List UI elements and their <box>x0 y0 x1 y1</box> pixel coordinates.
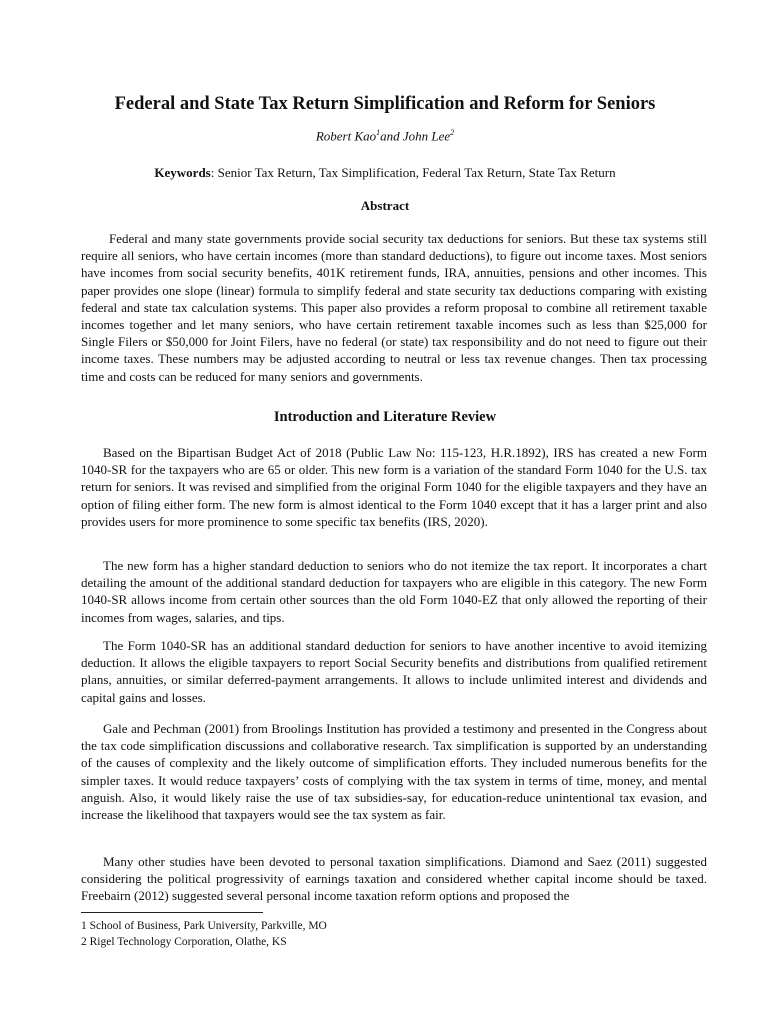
keywords-text: : Senior Tax Return, Tax Simplification, Federal Tax Return, State Tax Return <box>210 165 616 180</box>
footnote-2: 2 Rigel Technology Corporation, Olathe, KS <box>81 936 287 948</box>
abstract-paragraph: Federal and many state governments provide social security tax deductions for seniors. But these tax systems still require all seniors, who have certain incomes (more than standard deductions), to figure out income taxes. Most seniors have incomes from social security benefits, 401K retirement funds, IRA, annuities, pensions and other incomes. This paper provides one slope (linear) formula to simplify federal and state security tax deductions comparing with existing federal and state tax calculation systems. This paper also provides a reform proposal to combine all retirement taxable incomes together and let many seniors, who have certain retirement taxable incomes such as less than $25,000 for Single Filers or $50,000 for Joint Filers, have no federal (or state) tax responsibility and do not need to figure out their income taxes. These numbers may be adjusted according to neutral or less tax revenue changes. Then tax processing time and costs can be reduced for many seniors and governments. <box>81 231 707 384</box>
keywords-line <box>0 165 770 181</box>
footnote-1: 1 School of Business, Park University, Parkville, MO <box>81 920 327 932</box>
author-2-footnote-mark: 2 <box>450 128 455 137</box>
intro-paragraph: Based on the Bipartisan Budget Act of 2018 (Public Law No: 115-123, H.R.1892), IRS has created a new Form 1040-SR for the taxpayers who are 65 or older. This new form is a variation of the standard Form 1040 for the U.S. tax return for seniors. It was revised and simplified from the original Form 1040 for the eligible taxpayers and they have an option of filing either form. The new form is almost identical to the Form 1040 except that it has a larger print and also provides users for more prominence to some specific tax benefits (IRS, 2020). <box>81 445 707 529</box>
keywords-label: Keywords <box>154 165 211 180</box>
author-2: and John Lee <box>380 128 451 144</box>
author-1-footnote-mark: 1 <box>376 128 381 137</box>
abstract-heading: Abstract <box>360 198 410 213</box>
intro-paragraph: The Form 1040-SR has an additional standard deduction for seniors to have another incentive to avoid itemizing deduction. It allows the eligible taxpayers to report Social Security benefits and distributions from qualified retirement plans, annuities, or similar deferred-payment arrangements. It allows to include unlimited interest and dividends and capital gains and losses. <box>81 638 707 705</box>
footnote-divider <box>81 912 263 913</box>
intro-paragraph: Many other studies have been devoted to personal taxation simplifications. Diamond and Saez (2011) suggested considering the political progressivity of earnings taxation and considered whether capital income should be taxed. Freebairn (2012) suggested several personal income taxation reform options and proposed the <box>81 854 707 904</box>
author-1: Robert Kao <box>315 128 377 144</box>
intro-heading: Introduction and Literature Review <box>273 409 497 425</box>
author-line <box>0 128 770 144</box>
paper-title: Federal and State Tax Return Simplification and Reform for Seniors <box>114 94 656 114</box>
intro-paragraph: Gale and Pechman (2001) from Broolings Institution has provided a testimony and presented in the Congress about the tax code simplification discussions and collaborative research. Tax simplification is supported by an understanding of the causes of complexity and the likely outcome of simplification efforts. They included numerous benefits for the simpler taxes. It would reduce taxpayers’ costs of complying with the tax system in terms of time, money, and mental anguish. Also, it would likely raise the use of tax subsidies-say, for education-reduce unintentional tax evasion, and increase the likelihood that taxpayers would see the tax system as fair. <box>81 721 707 823</box>
footnotes <box>81 918 327 950</box>
intro-paragraph: The new form has a higher standard deduction to seniors who do not itemize the tax report. It incorporates a chart detailing the amount of the additional standard deduction for taxpayers who are eligible in this category. The new Form 1040-SR allows income from certain other sources than the old Form 1040-EZ that only allowed the reporting of their incomes from wages, salaries, and tips. <box>81 558 707 625</box>
